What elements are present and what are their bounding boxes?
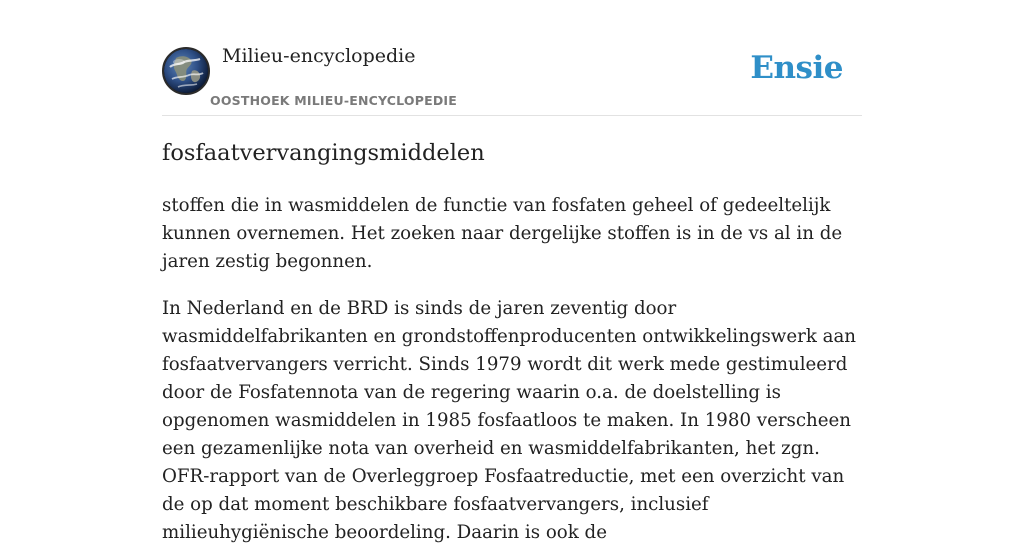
ensie-logo[interactable]: Ensie	[750, 50, 843, 86]
entry-paragraph: In Nederland en de BRD is sinds de jaren zeventig door wasmiddelfabrikanten en grondstoffenproducenten ontwikkelingswerk aan fosfaatvervangers verricht. Sinds 1979 wordt dit werk mede gestimuleerd door de Fosfatennota van de regering waarin o.a. de doelstelling is opgenomen wasmiddelen in 1985 fosfaatloos te maken. In 1980 verscheen een gezamenlijke nota van overheid en wasmiddelfabrikanten, het zgn. OFR-rapport van de Overleggroep Fosfaatreductie, met een overzicht van de op dat moment beschikbare fosfaatvervangers, inclusief milieuhygiënische beoordeling. Daarin is ook de	[162, 298, 857, 543]
entry-title: fosfaatvervangingsmiddelen	[162, 140, 485, 166]
source-title[interactable]: Milieu-encyclopedie	[222, 45, 416, 67]
entry-paragraph: stoffen die in wasmiddelen de functie van fosfaten geheel of gedeeltelijk kunnen overnemen. Het zoeken naar dergelijke stoffen is in de vs al in de jaren zestig begonnen.	[162, 195, 843, 272]
earth-globe-icon[interactable]	[162, 47, 210, 95]
page	[162, 0, 862, 543]
source-header	[162, 0, 862, 116]
source-subtitle: OOSTHOEK MILIEU-ENCYCLOPEDIE	[210, 93, 457, 108]
